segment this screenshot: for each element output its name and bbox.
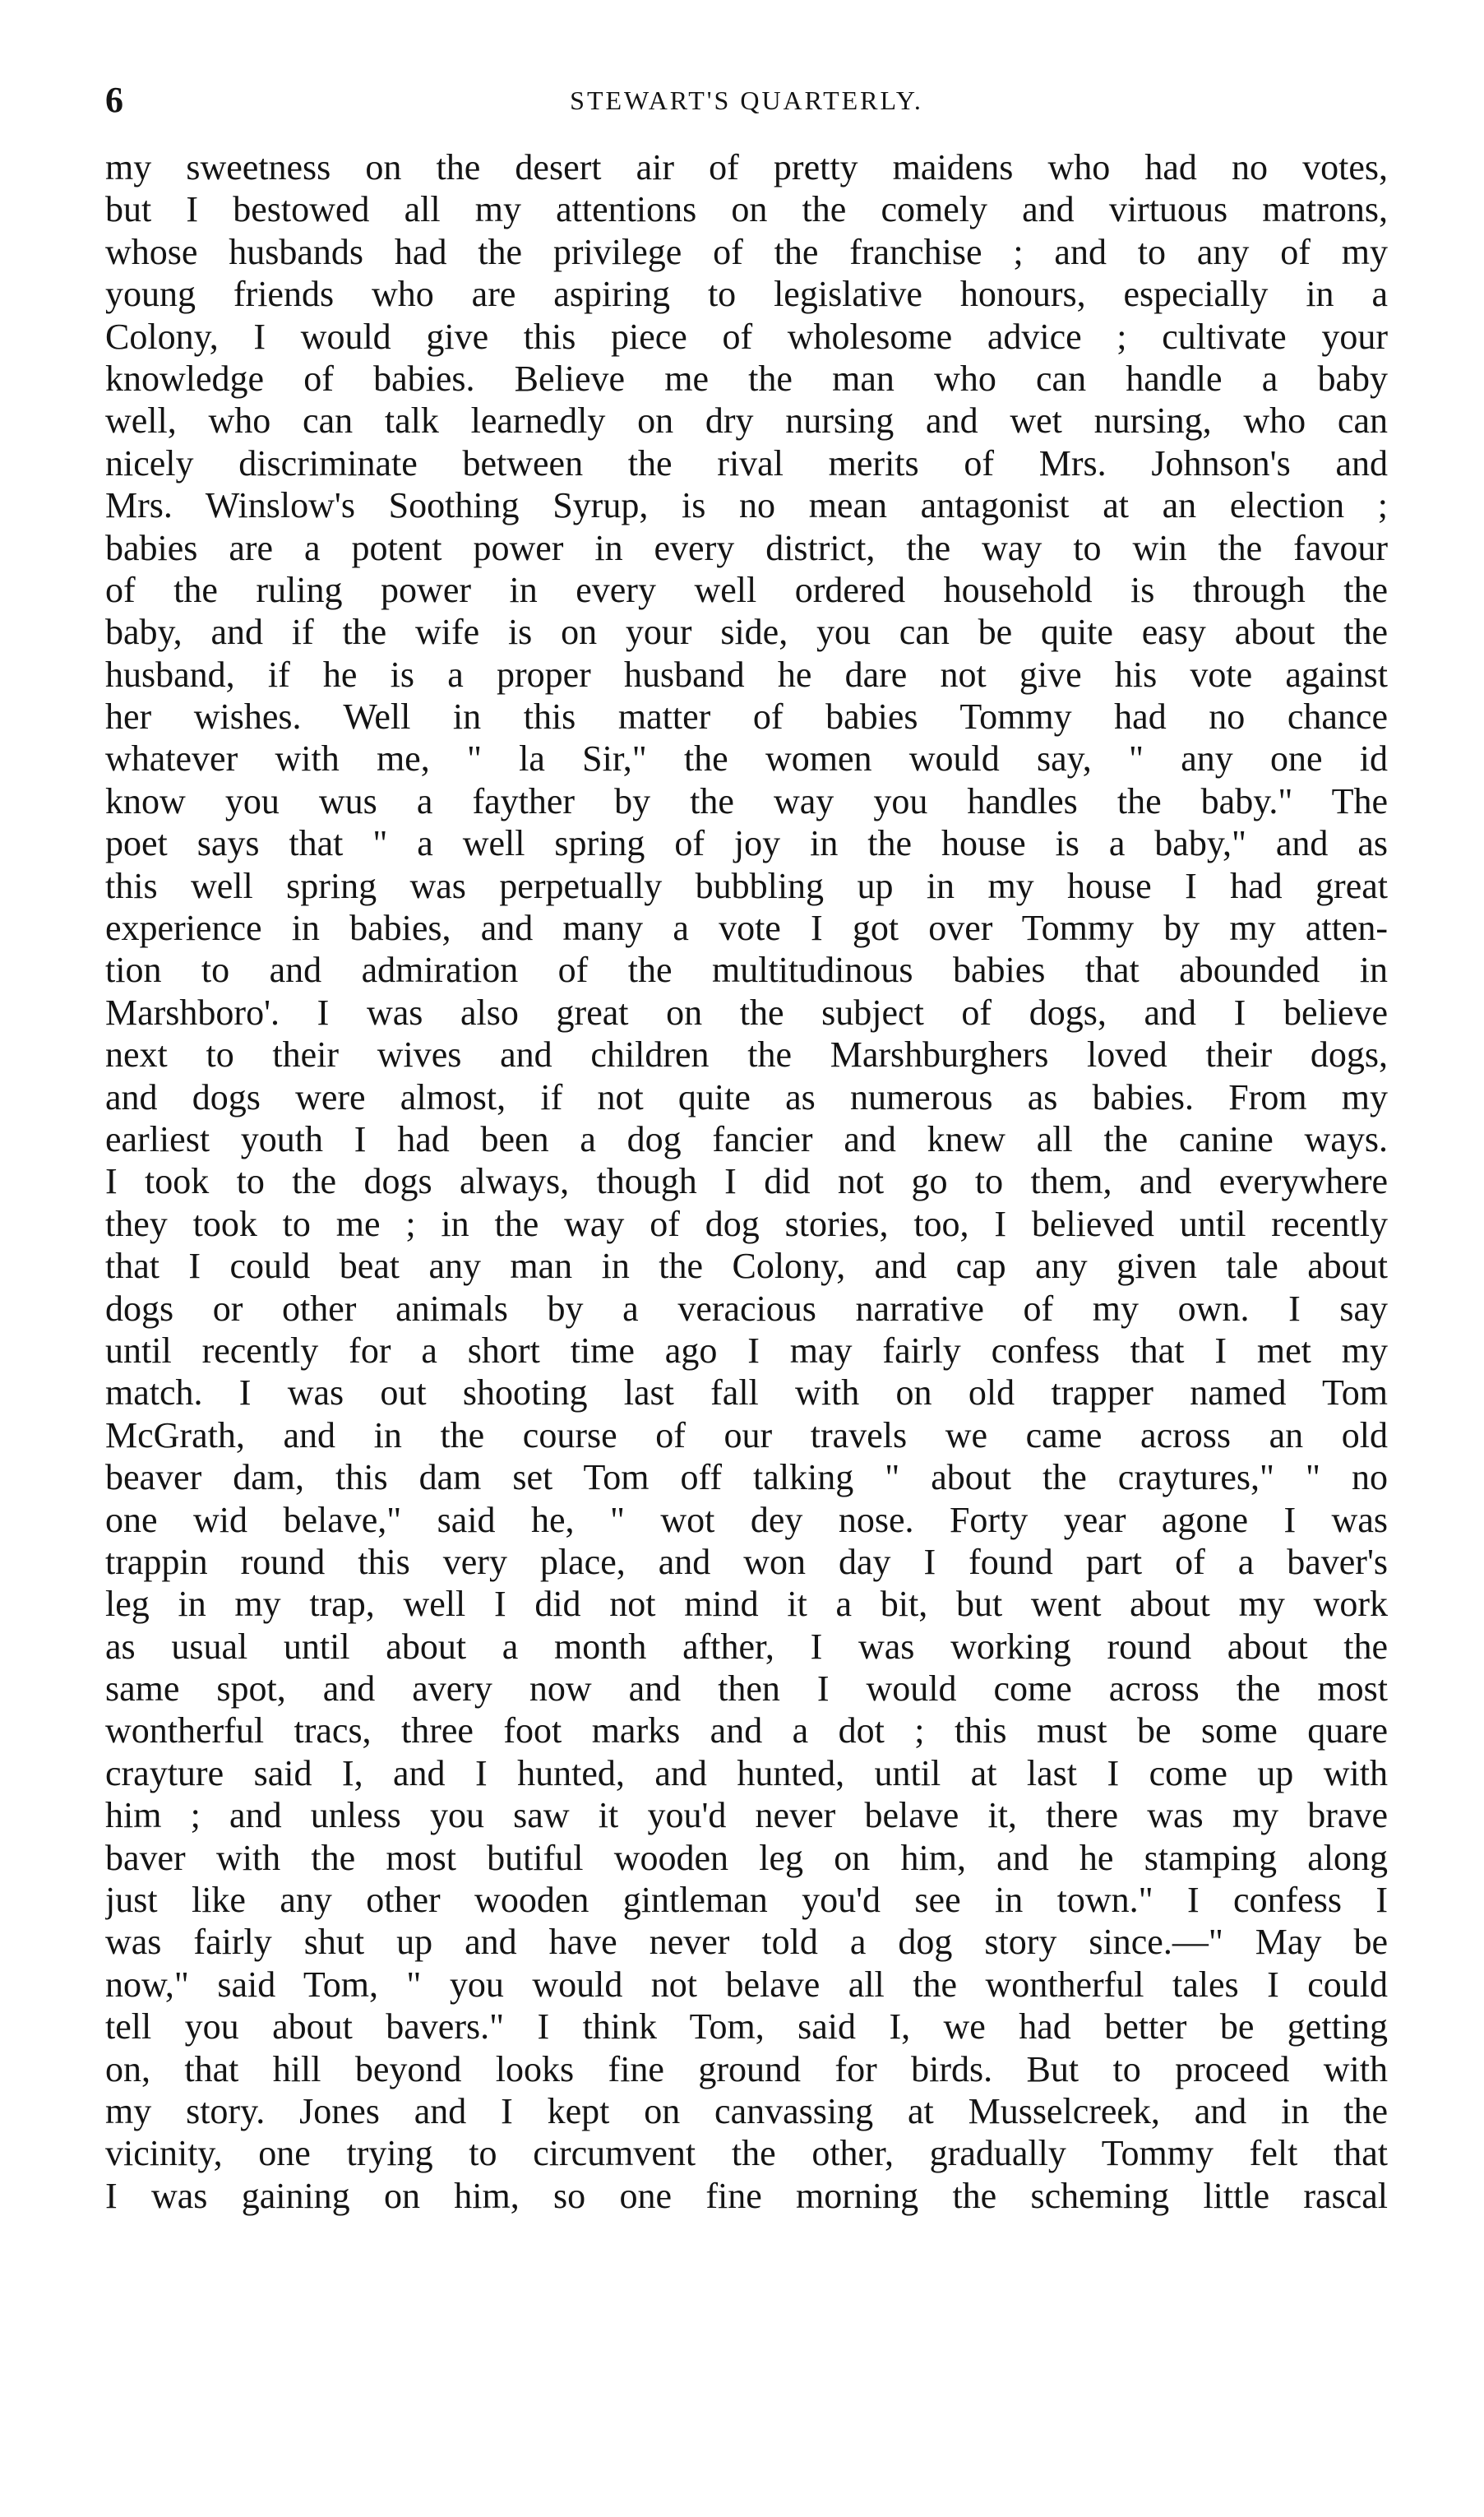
text-line: and dogs were almost, if not quite as numerous as babies. From my bbox=[105, 1076, 1388, 1117]
text-line: trappin round this very place, and won day I found part of a baver's bbox=[105, 1541, 1388, 1582]
text-line: baver with the most butiful wooden leg on him, and he stamping along bbox=[105, 1837, 1388, 1878]
text-line: Mrs. Winslow's Soothing Syrup, is no mean antagonist at an election ; bbox=[105, 485, 1388, 526]
text-line: nicely discriminate between the rival merits of Mrs. Johnson's and bbox=[105, 442, 1388, 484]
text-line: same spot, and avery now and then I would come across the most bbox=[105, 1668, 1388, 1710]
text-line: but I bestowed all my attentions on the comely and virtuous matrons, bbox=[105, 189, 1388, 230]
text-line: crayture said I, and I hunted, and hunted, until at last I come up with bbox=[105, 1752, 1388, 1793]
text-line: tell you about bavers." I think Tom, said I, we had better be getting bbox=[105, 2006, 1388, 2047]
text-line: dogs or other animals by a veracious narrative of my own. I say bbox=[105, 1288, 1388, 1329]
text-line: wontherful tracs, three foot marks and a dot ; this must be some quare bbox=[105, 1710, 1388, 1751]
text-line: poet says that " a well spring of joy in the house is a baby," and as bbox=[105, 823, 1388, 864]
text-line: beaver dam, this dam set Tom off talking " about the craytures," " no bbox=[105, 1457, 1388, 1498]
running-head bbox=[105, 76, 1388, 125]
text-line: I was gaining on him, so one fine morning the scheming little rascal bbox=[105, 2175, 1388, 2216]
text-line: vicinity, one trying to circumvent the other, gradually Tommy felt that bbox=[105, 2133, 1388, 2174]
text-line: on, that hill beyond looks fine ground for birds. But to proceed with bbox=[105, 2048, 1388, 2089]
text-line: one wid belave," said he, " wot dey nose. Forty year agone I was bbox=[105, 1499, 1388, 1540]
text-line: knowledge of babies. Believe me the man who can handle a baby bbox=[105, 358, 1388, 399]
text-line: experience in babies, and many a vote I got over Tommy by my atten- bbox=[105, 908, 1388, 949]
text-line: young friends who are aspiring to legislative honours, especially in a bbox=[105, 274, 1388, 315]
text-line: match. I was out shooting last fall with on old trapper named Tom bbox=[105, 1372, 1388, 1413]
text-line: leg in my trap, well I did not mind it a bit, but went about my work bbox=[105, 1584, 1388, 1625]
text-line: I took to the dogs always, though I did not go to them, and everywhere bbox=[105, 1161, 1388, 1202]
text-line: they took to me ; in the way of dog stories, too, I believed until recently bbox=[105, 1203, 1388, 1244]
text-line: of the ruling power in every well ordered household is through the bbox=[105, 569, 1388, 610]
text-line: well, who can talk learnedly on dry nursing and wet nursing, who can bbox=[105, 400, 1388, 442]
text-line: was fairly shut up and have never told a dog story since.—" May be bbox=[105, 1922, 1388, 1963]
body-text bbox=[105, 146, 1388, 2217]
text-line: this well spring was perpetually bubbling up in my house I had great bbox=[105, 865, 1388, 906]
text-line: earliest youth I had been a dog fancier and knew all the canine ways. bbox=[105, 1118, 1388, 1159]
text-line: know you wus a fayther by the way you handles the baby." The bbox=[105, 780, 1388, 821]
text-line: her wishes. Well in this matter of babies Tommy had no chance bbox=[105, 696, 1388, 738]
page-number: 6 bbox=[105, 80, 123, 120]
text-line: Marshboro'. I was also great on the subject of dogs, and I believe bbox=[105, 992, 1388, 1033]
text-line: whose husbands had the privilege of the franchise ; and to any of my bbox=[105, 231, 1388, 272]
text-line: next to their wives and children the Marshburghers loved their dogs, bbox=[105, 1034, 1388, 1076]
text-line: my sweetness on the desert air of pretty maidens who had no votes, bbox=[105, 147, 1388, 187]
text-line: my story. Jones and I kept on canvassing at Musselcreek, and in the bbox=[105, 2090, 1388, 2131]
text-line: McGrath, and in the course of our travels we came across an old bbox=[105, 1414, 1388, 1455]
text-line: Colony, I would give this piece of wholesome advice ; cultivate your bbox=[105, 316, 1388, 357]
text-line: husband, if he is a proper husband he dare not give his vote against bbox=[105, 654, 1388, 695]
text-line: now," said Tom, " you would not belave all the wontherful tales I could bbox=[105, 1964, 1388, 2005]
text-line: babies are a potent power in every district, the way to win the favour bbox=[105, 527, 1388, 568]
text-line: just like any other wooden gintleman you'd see in town." I confess I bbox=[105, 1880, 1388, 1921]
text-line: that I could beat any man in the Colony, and cap any given tale about bbox=[105, 1246, 1388, 1287]
text-line: until recently for a short time ago I may fairly confess that I met my bbox=[105, 1330, 1388, 1371]
text-line: him ; and unless you saw it you'd never belave it, there was my brave bbox=[105, 1795, 1388, 1836]
journal-title: STEWART'S QUARTERLY. bbox=[570, 86, 923, 115]
text-line: baby, and if the wife is on your side, you can be quite easy about the bbox=[105, 612, 1388, 653]
text-line: whatever with me, " la Sir," the women would say, " any one id bbox=[105, 738, 1388, 780]
text-line: as usual until about a month afther, I was working round about the bbox=[105, 1626, 1388, 1667]
text-line: tion to and admiration of the multitudinous babies that abounded in bbox=[105, 950, 1388, 991]
